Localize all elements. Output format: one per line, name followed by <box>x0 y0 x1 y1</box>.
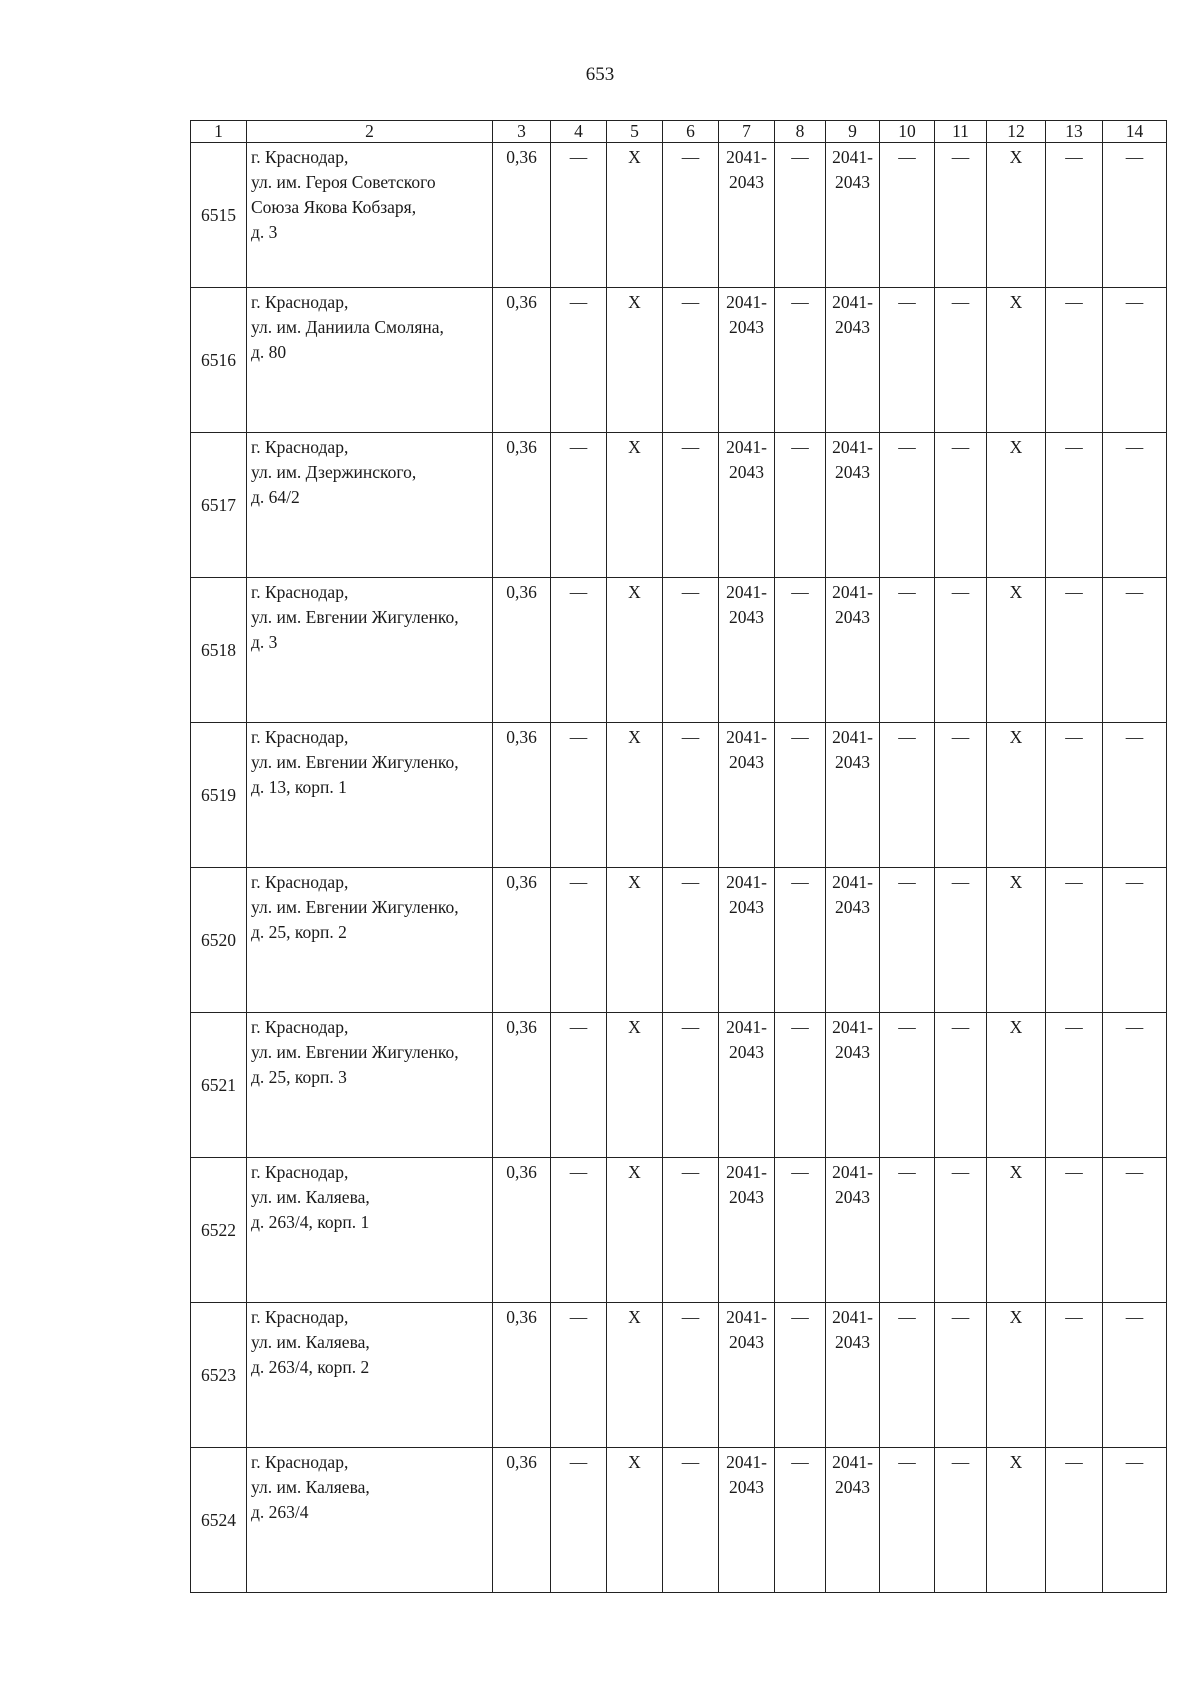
period-cell: 2041- 2043 <box>719 433 775 578</box>
period-cell: 2041- 2043 <box>826 1158 880 1303</box>
col14-cell: — <box>1103 1448 1167 1593</box>
address-line: Союза Якова Кобзаря, <box>251 197 417 217</box>
col11-cell: — <box>935 1013 987 1158</box>
column-header: 1 <box>191 121 247 143</box>
address-line: ул. им. Евгении Жигуленко, <box>251 607 459 627</box>
address-cell <box>247 723 493 868</box>
col13-cell: — <box>1046 868 1103 1013</box>
period-cell: 2041- 2043 <box>826 1448 880 1593</box>
col12-mark-cell: Х <box>987 868 1046 1013</box>
col5-mark-cell: Х <box>607 1013 663 1158</box>
col14-cell: — <box>1103 1013 1167 1158</box>
period-cell: 2041- 2043 <box>826 1303 880 1448</box>
col4-cell: — <box>551 578 607 723</box>
col14-cell: — <box>1103 723 1167 868</box>
col12-mark-cell: Х <box>987 578 1046 723</box>
address-line: ул. им. Дзержинского, <box>251 462 417 482</box>
period-cell: 2041- 2043 <box>719 1448 775 1593</box>
table-row <box>191 1158 1167 1303</box>
address-line: г. Краснодар, <box>251 147 349 167</box>
period-cell: 2041- 2043 <box>719 1158 775 1303</box>
col10-cell: — <box>880 1158 935 1303</box>
address-cell <box>247 1013 493 1158</box>
period-cell: 2041- 2043 <box>826 723 880 868</box>
area-cell: 0,36 <box>493 288 551 433</box>
address-line: ул. им. Каляева, <box>251 1187 370 1207</box>
row-number-cell: 6515 <box>191 143 247 288</box>
col5-mark-cell: Х <box>607 1448 663 1593</box>
col8-cell: — <box>775 1448 826 1593</box>
col8-cell: — <box>775 1158 826 1303</box>
area-cell: 0,36 <box>493 1158 551 1303</box>
address-line: д. 25, корп. 3 <box>251 1067 347 1087</box>
address-line: г. Краснодар, <box>251 1307 349 1327</box>
col4-cell: — <box>551 433 607 578</box>
col5-mark-cell: Х <box>607 1303 663 1448</box>
col13-cell: — <box>1046 578 1103 723</box>
col8-cell: — <box>775 143 826 288</box>
address-line: г. Краснодар, <box>251 1017 349 1037</box>
col13-cell: — <box>1046 143 1103 288</box>
column-number-header-row <box>191 121 1167 143</box>
col4-cell: — <box>551 143 607 288</box>
row-number-cell: 6523 <box>191 1303 247 1448</box>
col6-cell: — <box>663 288 719 433</box>
col13-cell: — <box>1046 1303 1103 1448</box>
col11-cell: — <box>935 1303 987 1448</box>
col14-cell: — <box>1103 433 1167 578</box>
address-line: д. 25, корп. 2 <box>251 922 347 942</box>
column-header: 6 <box>663 121 719 143</box>
col4-cell: — <box>551 1158 607 1303</box>
address-line: д. 3 <box>251 222 278 242</box>
col8-cell: — <box>775 288 826 433</box>
col12-mark-cell: Х <box>987 1448 1046 1593</box>
area-cell: 0,36 <box>493 433 551 578</box>
address-line: д. 13, корп. 1 <box>251 777 347 797</box>
period-cell: 2041- 2043 <box>826 433 880 578</box>
col12-mark-cell: Х <box>987 288 1046 433</box>
address-line: г. Краснодар, <box>251 1452 349 1472</box>
address-line: г. Краснодар, <box>251 582 349 602</box>
col6-cell: — <box>663 1158 719 1303</box>
row-number-cell: 6524 <box>191 1448 247 1593</box>
address-line: г. Краснодар, <box>251 872 349 892</box>
area-cell: 0,36 <box>493 723 551 868</box>
column-header: 7 <box>719 121 775 143</box>
col4-cell: — <box>551 1013 607 1158</box>
col8-cell: — <box>775 868 826 1013</box>
period-cell: 2041- 2043 <box>826 578 880 723</box>
column-header: 4 <box>551 121 607 143</box>
col6-cell: — <box>663 578 719 723</box>
col8-cell: — <box>775 578 826 723</box>
period-cell: 2041- 2043 <box>719 1013 775 1158</box>
column-header: 2 <box>247 121 493 143</box>
col11-cell: — <box>935 1448 987 1593</box>
col6-cell: — <box>663 433 719 578</box>
col4-cell: — <box>551 1448 607 1593</box>
address-line: ул. им. Каляева, <box>251 1332 370 1352</box>
col10-cell: — <box>880 433 935 578</box>
table-row <box>191 868 1167 1013</box>
col4-cell: — <box>551 1303 607 1448</box>
row-number-cell: 6518 <box>191 578 247 723</box>
address-line: г. Краснодар, <box>251 292 349 312</box>
period-cell: 2041- 2043 <box>719 723 775 868</box>
address-line: ул. им. Евгении Жигуленко, <box>251 897 459 917</box>
table-row <box>191 1013 1167 1158</box>
col10-cell: — <box>880 868 935 1013</box>
col10-cell: — <box>880 578 935 723</box>
area-cell: 0,36 <box>493 1013 551 1158</box>
row-number-cell: 6519 <box>191 723 247 868</box>
column-header: 9 <box>826 121 880 143</box>
address-line: ул. им. Даниила Смоляна, <box>251 317 444 337</box>
table-row <box>191 143 1167 288</box>
area-cell: 0,36 <box>493 578 551 723</box>
col5-mark-cell: Х <box>607 433 663 578</box>
area-cell: 0,36 <box>493 1303 551 1448</box>
area-cell: 0,36 <box>493 868 551 1013</box>
col4-cell: — <box>551 723 607 868</box>
address-cell <box>247 433 493 578</box>
col10-cell: — <box>880 288 935 433</box>
period-cell: 2041- 2043 <box>826 1013 880 1158</box>
col11-cell: — <box>935 288 987 433</box>
col5-mark-cell: Х <box>607 578 663 723</box>
col5-mark-cell: Х <box>607 1158 663 1303</box>
column-header: 8 <box>775 121 826 143</box>
col5-mark-cell: Х <box>607 723 663 868</box>
column-header: 3 <box>493 121 551 143</box>
col4-cell: — <box>551 288 607 433</box>
address-line: д. 263/4, корп. 1 <box>251 1212 370 1232</box>
col6-cell: — <box>663 1303 719 1448</box>
col14-cell: — <box>1103 1303 1167 1448</box>
col10-cell: — <box>880 1448 935 1593</box>
address-line: ул. им. Евгении Жигуленко, <box>251 1042 459 1062</box>
col6-cell: — <box>663 1448 719 1593</box>
address-line: ул. им. Евгении Жигуленко, <box>251 752 459 772</box>
address-line: ул. им. Героя Советского <box>251 172 436 192</box>
column-header: 14 <box>1103 121 1167 143</box>
col10-cell: — <box>880 723 935 868</box>
address-cell <box>247 1448 493 1593</box>
address-cell <box>247 1303 493 1448</box>
col8-cell: — <box>775 723 826 868</box>
col13-cell: — <box>1046 723 1103 868</box>
col11-cell: — <box>935 143 987 288</box>
col11-cell: — <box>935 433 987 578</box>
period-cell: 2041- 2043 <box>719 578 775 723</box>
page-number: 653 <box>585 64 615 85</box>
column-header: 5 <box>607 121 663 143</box>
period-cell: 2041- 2043 <box>826 868 880 1013</box>
col10-cell: — <box>880 1303 935 1448</box>
col8-cell: — <box>775 1303 826 1448</box>
col8-cell: — <box>775 1013 826 1158</box>
col11-cell: — <box>935 868 987 1013</box>
period-cell: 2041- 2043 <box>719 868 775 1013</box>
col14-cell: — <box>1103 143 1167 288</box>
area-cell: 0,36 <box>493 1448 551 1593</box>
col10-cell: — <box>880 143 935 288</box>
address-cell <box>247 1158 493 1303</box>
col8-cell: — <box>775 433 826 578</box>
table-body <box>191 121 1167 1593</box>
col12-mark-cell: Х <box>987 1013 1046 1158</box>
col12-mark-cell: Х <box>987 1158 1046 1303</box>
column-header: 12 <box>987 121 1046 143</box>
address-line: д. 80 <box>251 342 287 362</box>
col11-cell: — <box>935 578 987 723</box>
col12-mark-cell: Х <box>987 1303 1046 1448</box>
col12-mark-cell: Х <box>987 143 1046 288</box>
col10-cell: — <box>880 1013 935 1158</box>
address-line: г. Краснодар, <box>251 437 349 457</box>
row-number-cell: 6522 <box>191 1158 247 1303</box>
col11-cell: — <box>935 1158 987 1303</box>
register-table <box>190 120 1167 1593</box>
col11-cell: — <box>935 723 987 868</box>
col14-cell: — <box>1103 868 1167 1013</box>
address-line: д. 64/2 <box>251 487 300 507</box>
table-row <box>191 433 1167 578</box>
address-cell <box>247 578 493 723</box>
table-row <box>191 1303 1167 1448</box>
column-header: 13 <box>1046 121 1103 143</box>
col12-mark-cell: Х <box>987 723 1046 868</box>
period-cell: 2041- 2043 <box>826 288 880 433</box>
address-cell <box>247 288 493 433</box>
col14-cell: — <box>1103 1158 1167 1303</box>
col5-mark-cell: Х <box>607 288 663 433</box>
row-number-cell: 6520 <box>191 868 247 1013</box>
col13-cell: — <box>1046 1013 1103 1158</box>
col6-cell: — <box>663 1013 719 1158</box>
address-line: д. 263/4, корп. 2 <box>251 1357 370 1377</box>
col13-cell: — <box>1046 1448 1103 1593</box>
row-number-cell: 6517 <box>191 433 247 578</box>
period-cell: 2041- 2043 <box>719 143 775 288</box>
col5-mark-cell: Х <box>607 143 663 288</box>
col6-cell: — <box>663 143 719 288</box>
col6-cell: — <box>663 723 719 868</box>
row-number-cell: 6521 <box>191 1013 247 1158</box>
table-row <box>191 578 1167 723</box>
col5-mark-cell: Х <box>607 868 663 1013</box>
period-cell: 2041- 2043 <box>826 143 880 288</box>
col13-cell: — <box>1046 1158 1103 1303</box>
col14-cell: — <box>1103 578 1167 723</box>
address-cell <box>247 868 493 1013</box>
address-line: д. 3 <box>251 632 278 652</box>
period-cell: 2041- 2043 <box>719 288 775 433</box>
address-line: г. Краснодар, <box>251 727 349 747</box>
area-cell: 0,36 <box>493 143 551 288</box>
address-line: г. Краснодар, <box>251 1162 349 1182</box>
col13-cell: — <box>1046 433 1103 578</box>
period-cell: 2041- 2043 <box>719 1303 775 1448</box>
col13-cell: — <box>1046 288 1103 433</box>
column-header: 11 <box>935 121 987 143</box>
address-cell <box>247 143 493 288</box>
column-header: 10 <box>880 121 935 143</box>
col6-cell: — <box>663 868 719 1013</box>
address-line: д. 263/4 <box>251 1502 309 1522</box>
table-row <box>191 288 1167 433</box>
address-line: ул. им. Каляева, <box>251 1477 370 1497</box>
col4-cell: — <box>551 868 607 1013</box>
table-row <box>191 723 1167 868</box>
row-number-cell: 6516 <box>191 288 247 433</box>
col12-mark-cell: Х <box>987 433 1046 578</box>
table-row <box>191 1448 1167 1593</box>
col14-cell: — <box>1103 288 1167 433</box>
